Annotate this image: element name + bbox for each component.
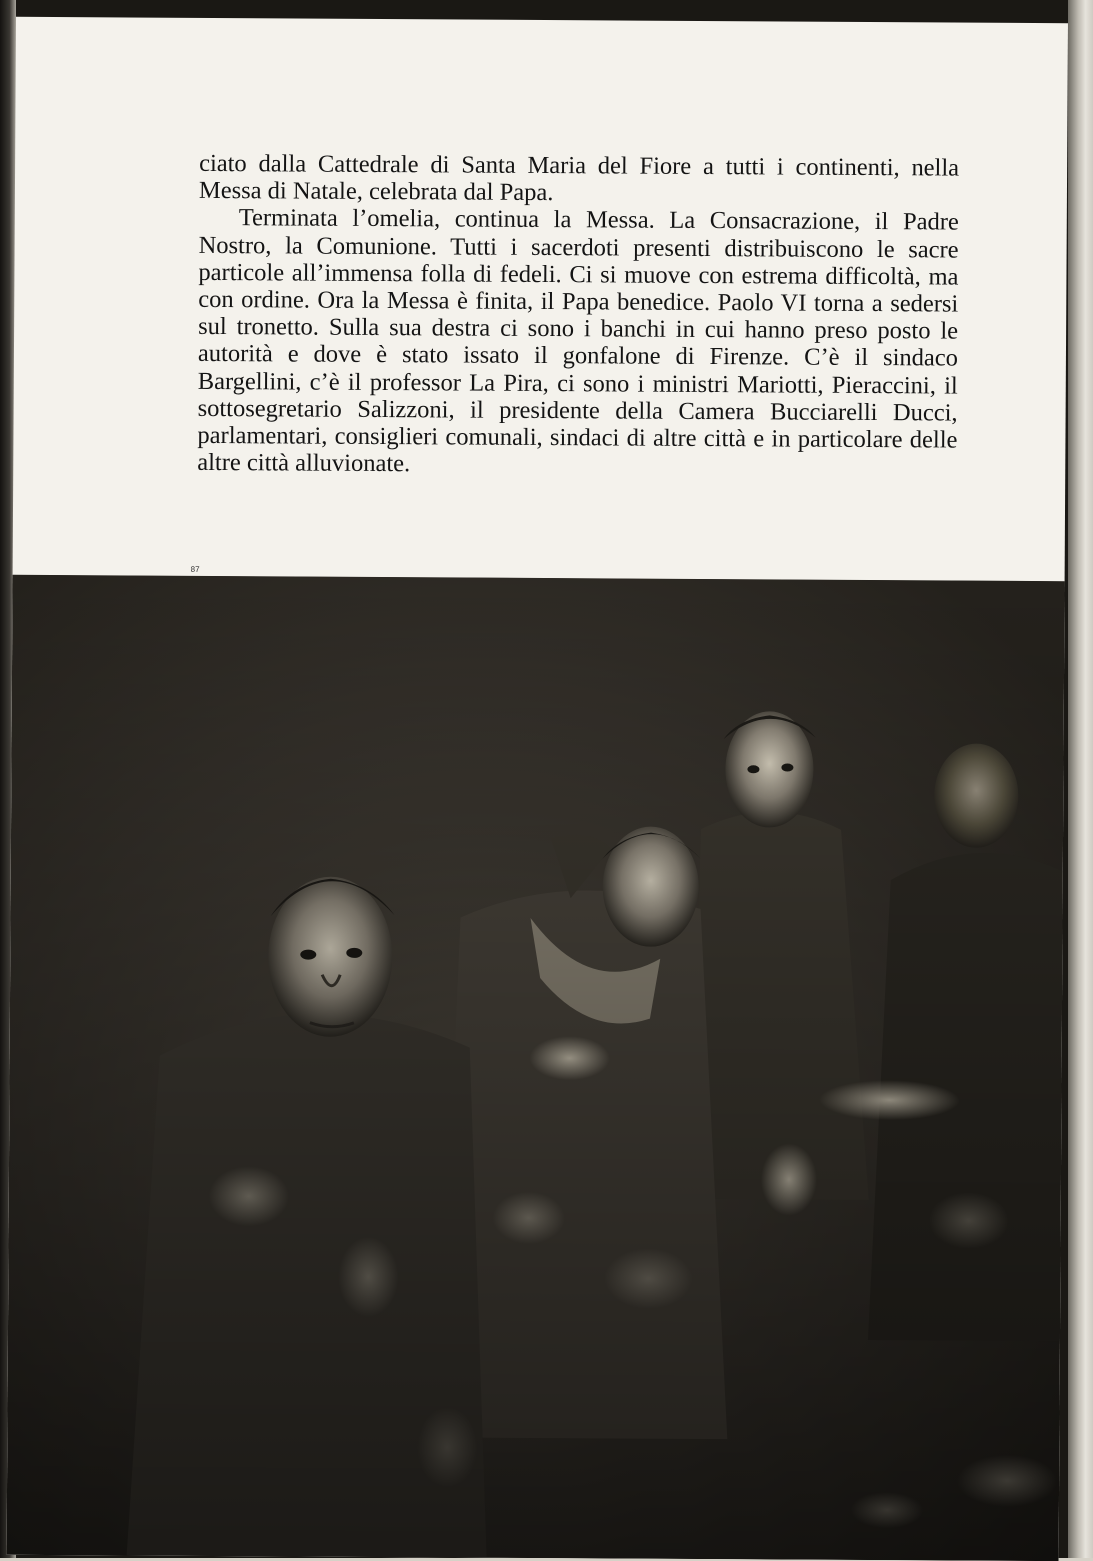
- paragraph-2: Terminata l’omelia, continua la Messa. La Consacrazione, il Padre Nostro, la Comunione. Tutti i sacerdoti presenti distribuiscono le sacre particole all’immensa folla di fedeli. Ci si muove con estrema difficoltà, ma con ordine. Ora la Messa è finita, il Papa benedice. Paolo VI torna a sedersi sul tronetto. Sulla sua destra ci sono i banchi in cui hanno preso posto le autorità e dove è stato issato il gonfalone di Firenze. C’è il sindaco Bargellini, c’è il professor La Pira, ci sono i ministri Mariotti, Pieraccini, il sottosegretario Salizzoni, il presidente della Camera Bucciarelli Ducci, parlamentari, consiglieri comunali, sindaci di altre città e in particolare delle altre città alluvionate.: [197, 204, 959, 478]
- photo-illustration: [7, 575, 1065, 1561]
- book-page: [7, 17, 1068, 1561]
- body-text: [197, 150, 959, 481]
- paragraph-1: ciato dalla Cattedrale di Santa Maria del Fiore a tutti i continenti, nella Messa di Natale, celebrata dal Papa.: [198, 149, 960, 207]
- next-page-edge: [1068, 0, 1093, 1558]
- photograph-soldiers: [7, 575, 1065, 1561]
- page-number: 87: [190, 564, 200, 574]
